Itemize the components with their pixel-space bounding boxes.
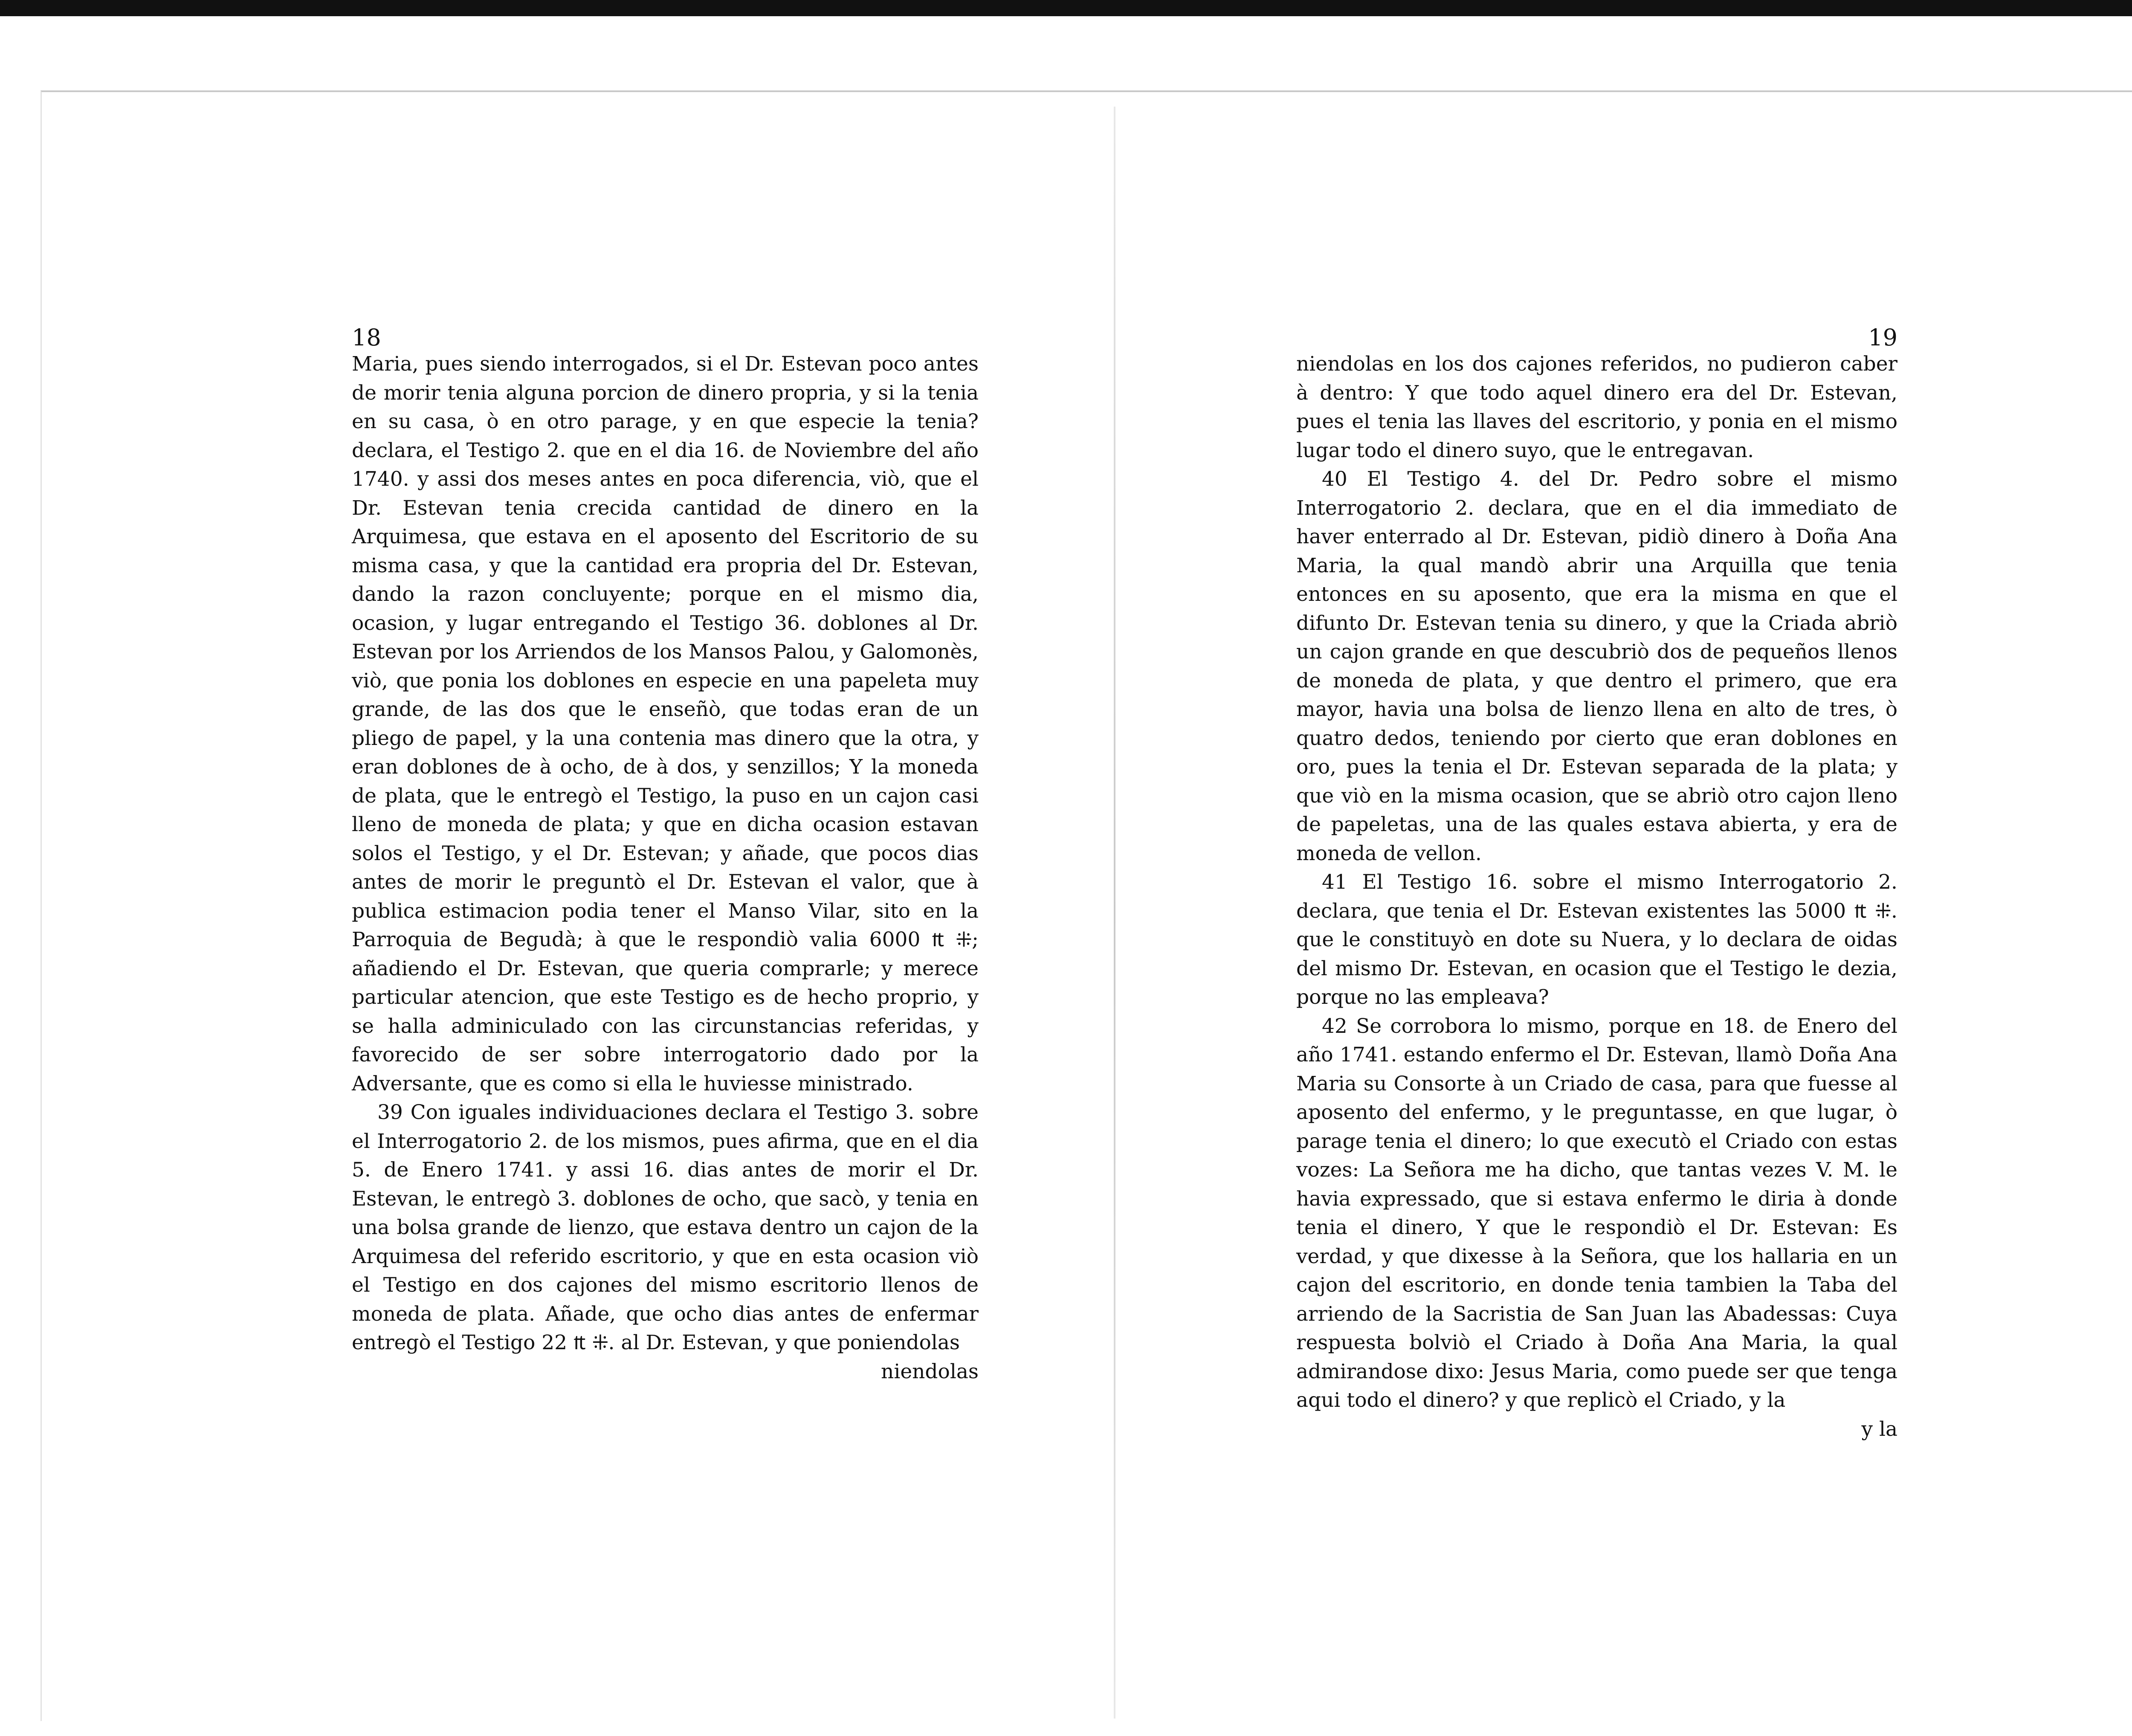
- page-number-left: 18: [352, 324, 381, 351]
- paragraph: 39 Con iguales individuaciones declara el Testigo 3. sobre el Interrogatorio 2. de los mismos, pues afirma, que en el dia 5. de Enero 1741. y assi 16. dias antes de morir el Dr. Estevan, le entregò 3. doblones de ocho, que sacò, y tenia en una bolsa grande de lienzo, que estava dentro un cajon de la Arquimesa del referido escritorio, y que en esta ocasion viò el Testigo en dos cajones del mismo escritorio llenos de moneda de plata. Añade, que ocho dias antes de enfermar entregò el Testigo 22 ₶ ⁜. al Dr. Estevan, y que poniendolas: [352, 1101, 979, 1354]
- right-page-text: [1296, 350, 1897, 1415]
- paragraph: niendolas en los dos cajones referidos, no pudieron caber à dentro: Y que todo aquel dinero era del Dr. Estevan, pues el tenia las llaves del escritorio, y ponia en el mismo lugar todo el dinero suyo, que le entregavan.: [1296, 352, 1897, 462]
- catchword-left: niendolas: [881, 1359, 979, 1383]
- scan-top-border: [0, 0, 2132, 16]
- paragraph: Maria, pues siendo interrogados, si el Dr. Estevan poco antes de morir tenia alguna porcion de dinero propria, y si la tenia en su casa, ò en otro parage, y en que especie la tenia? declara, el Testigo 2. que en el dia 16. de Noviembre del año 1740. y assi dos meses antes en poca diferencia, viò, que el Dr. Estevan tenia crecida cantidad de dinero en la Arquimesa, que estava en el aposento del Escritorio de su misma casa, y que la cantidad era propria del Dr. Estevan, dando la razon concluyente; porque en el mismo dia, ocasion, y lugar entregando el Testigo 36. doblones al Dr. Estevan por los Arriendos de los Mansos Palou, y Galomonès, viò, que ponia los doblones en especie en una papeleta muy grande, de las dos que le enseñò, que todas eran de un pliego de papel, y la una contenia mas dinero que la otra, y eran doblones de à ocho, de à dos, y senzillos; Y la moneda de plata, que le entregò el Testigo, la puso en un cajon casi lleno de moneda de plata; y que en dicha ocasion estavan solos el Testigo, y el Dr. Estevan; y añade, que pocos dias antes de morir le preguntò el Dr. Estevan el valor, que à publica estimacion podia tener el Manso Vilar, sito en la Parroquia de Begudà; à que le respondiò valia 6000 ₶ ⁜; añadiendo el Dr. Estevan, que queria comprarle; y merece particular atencion, que este Testigo es de hecho proprio, y se halla adminiculado con las circunstancias referidas, y favorecido de ser sobre interrogatorio dado por la Adversante, que es como si ella le huviesse ministrado.: [352, 352, 979, 1096]
- left-page: [352, 324, 979, 1386]
- right-page: [1296, 324, 1897, 1443]
- book-gutter: [1114, 107, 1115, 1719]
- left-page-text: [352, 350, 979, 1357]
- paragraph: 42 Se corrobora lo mismo, porque en 18. de Enero del año 1741. estando enfermo el Dr. Estevan, llamò Doña Ana Maria su Consorte à un Criado de casa, para que fuesse al aposento del enfermo, y le preguntasse, en que lugar, ò parage tenia el dinero; lo que executò el Criado con estas vozes: La Señora me ha dicho, que tantas vezes V. M. le havia expressado, que si estava enfermo le diria à donde tenia el dinero, Y que le respondiò el Dr. Estevan: Es verdad, y que dixesse à la Señora, que los hallaria en un cajon del escritorio, en donde tenia tambien la Taba del arriendo de la Sacristia de San Juan las Abadessas: Cuya respuesta bolviò el Criado à Doña Ana Maria, la qual admirandose dixo: Jesus Maria, como puede ser que tenga aqui todo el dinero? y que replicò el Criado, y la: [1296, 1014, 1897, 1412]
- page-number-right: 19: [1868, 324, 1897, 351]
- paragraph: 40 El Testigo 4. del Dr. Pedro sobre el mismo Interrogatorio 2. declara, que en el dia immediato de haver enterrado al Dr. Estevan, pidiò dinero à Doña Ana Maria, la qual mandò abrir una Arquilla que tenia entonces en su aposento, que era la misma en que el difunto Dr. Estevan tenia su dinero, y que la Criada abriò un cajon grande en que descubriò dos de pequeños llenos de moneda de plata, y que dentro el primero, que era mayor, havia una bolsa de lienzo llena en alto de tres, ò quatro dedos, teniendo por cierto que eran doblones en oro, pues la tenia el Dr. Estevan separada de la plata; y que viò en la misma ocasion, que se abriò otro cajon lleno de papeletas, una de las quales estava abierta, y era de moneda de vellon.: [1296, 467, 1897, 865]
- catchword-right: y la: [1861, 1417, 1897, 1441]
- paragraph: 41 El Testigo 16. sobre el mismo Interrogatorio 2. declara, que tenia el Dr. Estevan existentes las 5000 ₶ ⁜. que le constituyò en dote su Nuera, y lo declara de oidas del mismo Dr. Estevan, en ocasion que el Testigo le dezia, porque no las empleava?: [1296, 870, 1897, 1009]
